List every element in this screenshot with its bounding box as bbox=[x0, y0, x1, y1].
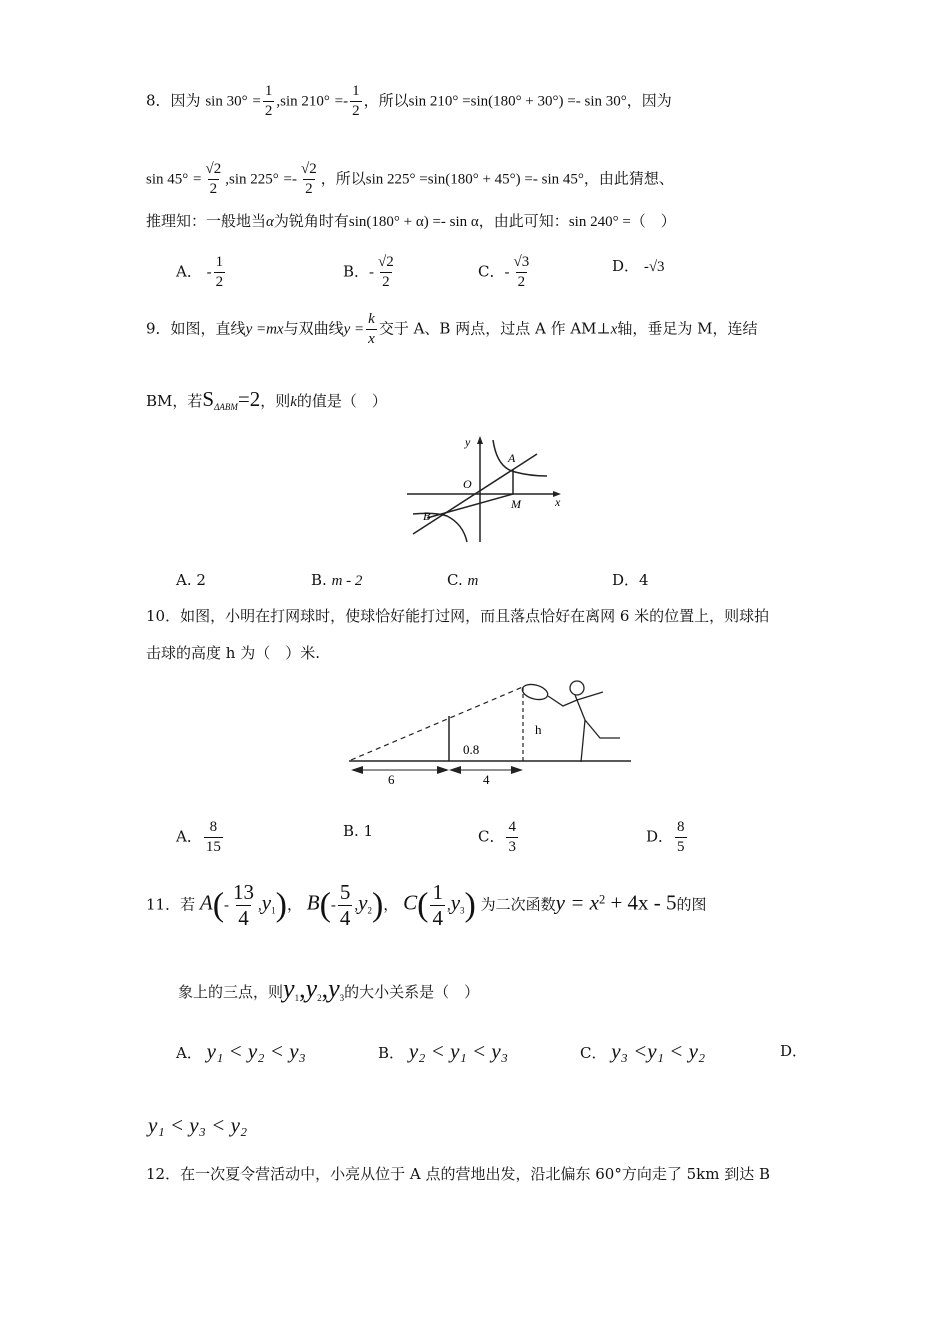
q11-option-d-expr: y₁ < y₃ < y₂ bbox=[148, 1113, 248, 1137]
q9-figure bbox=[405, 432, 570, 544]
q9-option-c[interactable]: C. m bbox=[447, 571, 479, 589]
q11-option-c[interactable]: C． y₃ <y₁ < y₂ bbox=[580, 1039, 706, 1063]
q10-option-c[interactable]: C． $\frac{4}{3}$ bbox=[478, 819, 516, 855]
q8-line2: sin 45° = $\frac{√2}{2}$ ,sin 225° =- $\frac{√2}{2}$ ，所以sin 225° =sin(180° + 45°) =- sin 45°，由此猜想、 bbox=[146, 161, 674, 197]
label-y: y bbox=[465, 435, 471, 449]
q11-line1: 11．若 A(- $\frac{13}{4}$ $,y_1$)， B(- $\frac{5}{4}$ $,y_2$)， C( $\frac{1}{4}$ $,y_3$) 为二次函数$y = x^2 + 4x - 5$的图 bbox=[146, 880, 707, 930]
ball-path bbox=[351, 686, 525, 760]
hyperbola-upper bbox=[493, 440, 547, 476]
label-6: 6 bbox=[388, 772, 395, 787]
racket bbox=[521, 682, 550, 702]
fraction: $\frac{√2}{2}$ bbox=[205, 161, 222, 197]
fraction: $\frac{√2}{2}$ bbox=[301, 161, 317, 197]
q11-line2: 象上的三点，则$y_1,y_2,y_3$的大小关系是（ ） bbox=[178, 974, 480, 1003]
q9-line2: BM，若$S_{\Delta ABM}=2$，则k的值是（ ） bbox=[146, 387, 387, 412]
player-head bbox=[570, 681, 584, 695]
q12-line1: 12．在一次夏令营活动中，小亮从位于 A 点的营地出发，沿北偏东 60°方向走了 5km 到达 B bbox=[146, 1165, 770, 1183]
fraction: $\frac{1}{2}$ bbox=[352, 83, 360, 119]
label-4: 4 bbox=[483, 772, 490, 787]
q8-line1: 8．因为 sin 30° = $\frac{1}{2}$ ,sin 210° =- $\frac{1}{2}$ ，所以sin 210° =sin(180° + 30°) =- sin 30°，因为 bbox=[146, 83, 672, 119]
q10-option-d[interactable]: D． $\frac{8}{5}$ bbox=[646, 819, 685, 855]
player-body bbox=[548, 692, 620, 762]
fraction: $\frac{1}{2}$ bbox=[264, 83, 273, 119]
label-o: O bbox=[463, 477, 472, 491]
label-b: B bbox=[423, 509, 431, 523]
q10-line1: 10．如图，小明在打网球时，使球恰好能打过网，而且落点恰好在离网 6 米的位置上，则球拍 bbox=[146, 607, 770, 625]
q9-option-a[interactable]: A. 2 bbox=[176, 571, 206, 589]
q8-number: 8． bbox=[146, 91, 171, 110]
q8-line3: 推理知：一般地当α为锐角时有sin(180° + α) =- sin α，由此可知：sin 240° =（ ） bbox=[146, 212, 676, 230]
label-net: 0.8 bbox=[463, 742, 480, 757]
q10-option-a[interactable]: A． $\frac{8}{15}$ bbox=[176, 819, 221, 855]
q11-option-b[interactable]: B． y₂ < y₁ < y₃ bbox=[378, 1039, 509, 1063]
label-h: h bbox=[535, 722, 542, 737]
q10-option-b[interactable]: B. 1 bbox=[343, 822, 374, 840]
label-a: A bbox=[508, 451, 516, 465]
q8-option-b[interactable]: B．- $\frac{√2}{2}$ bbox=[343, 254, 394, 290]
label-x: x bbox=[555, 495, 561, 509]
q10-line2: 击球的高度 h 为（ ）米. bbox=[146, 644, 320, 662]
q10-figure bbox=[345, 678, 635, 788]
q8-option-d[interactable]: D． -√3 bbox=[612, 257, 665, 275]
q11-option-a[interactable]: A． y₁ < y₂ < y₃ bbox=[176, 1039, 306, 1063]
q9-option-d[interactable]: D．4 bbox=[612, 571, 649, 589]
q8-option-a[interactable]: A． - $\frac{1}{2}$ bbox=[176, 254, 224, 290]
q11-option-d[interactable]: D． bbox=[780, 1042, 808, 1060]
q9-line1: 9．如图，直线y =mx与双曲线y = $\frac{k}{x}$ 交于 A、B 两点，过点 A 作 AM⊥x轴，垂足为 M，连结 bbox=[146, 311, 758, 347]
q8-option-c[interactable]: C．- $\frac{√3}{2}$ bbox=[478, 254, 530, 290]
q9-option-b[interactable]: B. m - 2 bbox=[311, 571, 363, 589]
label-m: M bbox=[511, 497, 521, 511]
hyperbola-lower bbox=[413, 513, 467, 542]
